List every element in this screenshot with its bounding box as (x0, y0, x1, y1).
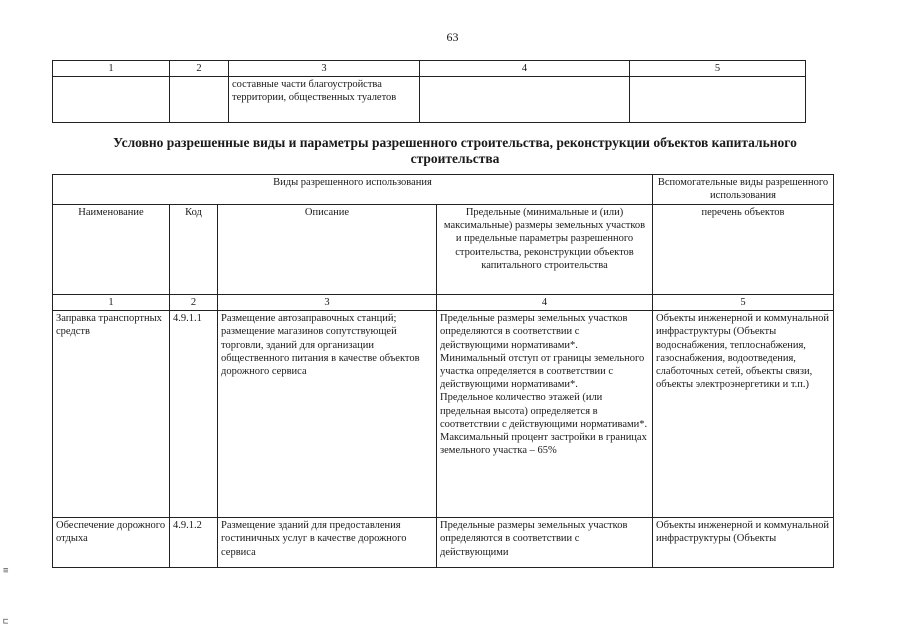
cell-aux: Объекты инженерной и коммунальной инфраструктуры (Объекты (653, 518, 834, 568)
limits-paragraph: Минимальный отступ от границы земельного участка определяется в соответствии с действующими нормативами*. (440, 352, 645, 391)
col-number: 5 (630, 61, 806, 77)
cell-limits (437, 518, 653, 568)
cell-name (53, 77, 170, 123)
cell-description: Размещение зданий для предоставления гостиничных услуг в качестве дорожного сервиса (218, 518, 437, 568)
col-number: 2 (170, 61, 229, 77)
column-header-row (53, 205, 834, 295)
cell-name: Обеспечение дорожного отдыха (53, 518, 170, 568)
limits-paragraph: Предельные размеры земельных участков определяются в соответствии с действующими (440, 520, 628, 558)
col-number: 5 (653, 295, 834, 311)
col-number: 4 (437, 295, 653, 311)
limits-paragraph: Предельное количество этажей (или предельная высота) определяется в соответствии с действующими нормативами*. (440, 392, 648, 430)
permitted-use-table (52, 174, 834, 568)
col-number: 4 (420, 61, 630, 77)
group-header-main: Виды разрешенного использования (53, 175, 653, 205)
header-aux: перечень объектов (653, 205, 834, 295)
col-number: 3 (218, 295, 437, 311)
table-row (53, 518, 834, 568)
group-header-row (53, 175, 834, 205)
header-description: Описание (218, 205, 437, 295)
cell-name: Заправка транспортных средств (53, 311, 170, 518)
cell-limits (437, 311, 653, 518)
limits-paragraph: Максимальный процент застройки в границах земельного участка – 65% (440, 432, 647, 457)
col-number: 3 (229, 61, 420, 77)
limits-paragraph: Предельные размеры земельных участков определяются в соответствии с действующими нормативами*. (440, 313, 628, 351)
section-heading: Условно разрешенные виды и параметры разрешенного строительства, реконструкции объектов капитального строительства (113, 135, 797, 166)
col-number: 1 (53, 61, 170, 77)
cell-description: составные части благоустройства территории, общественных туалетов (229, 77, 420, 123)
cell-description: Размещение автозаправочных станций; размещение магазинов сопутствующей торговли, зданий для организации общественного питания в качестве объектов дорожного сервиса (218, 311, 437, 518)
header-code: Код (170, 205, 218, 295)
cell-limits (420, 77, 630, 123)
scan-mark: ≡ (3, 566, 9, 576)
scan-mark: ⊏ (3, 617, 9, 627)
group-header-aux: Вспомогательные виды разрешенного использования (653, 175, 834, 205)
table-row (53, 311, 834, 518)
col-number: 1 (53, 295, 170, 311)
cell-aux: Объекты инженерной и коммунальной инфраструктуры (Объекты водоснабжения, теплоснабжения, газоснабжения, водоотведения, слаботочных сетей, объекты связи, объекты электроэнергетики и т.п.) (653, 311, 834, 518)
page-number: 63 (446, 30, 459, 44)
cell-aux (630, 77, 806, 123)
header-name: Наименование (53, 205, 170, 295)
continuation-table (52, 60, 806, 123)
column-number-row (53, 61, 806, 77)
column-number-row (53, 295, 834, 311)
col-number: 2 (170, 295, 218, 311)
table-row (53, 77, 806, 123)
cell-code: 4.9.1.2 (170, 518, 218, 568)
header-limits: Предельные (минимальные и (или) максимальные) размеры земельных участков и предельные параметры разрешенного строительства, реконструкции объектов капитального строительства (437, 205, 653, 295)
cell-code (170, 77, 229, 123)
cell-code: 4.9.1.1 (170, 311, 218, 518)
